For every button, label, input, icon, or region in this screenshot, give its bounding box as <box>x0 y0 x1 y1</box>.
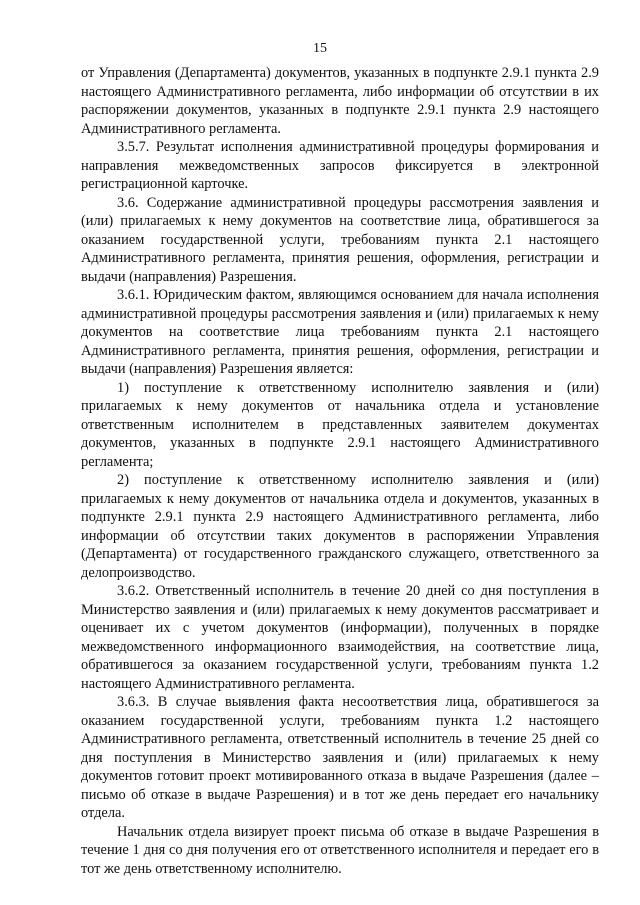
paragraph-head-of-department: Начальник отдела визирует проект письма об отказе в выдаче Разрешения в течение 1 дня со дня получения его от ответственного исполнителя и передает его в тот же день ответственному исполнителю. <box>81 823 599 877</box>
document-body <box>81 64 599 878</box>
page-number: 15 <box>313 41 327 56</box>
paragraph-3-6-3: 3.6.3. В случае выявления факта несоответствия лица, обратившегося за оказанием государственной услуги, требованиям пункта 1.2 настоящего Административного регламента, ответственный исполнитель в течение 25 дней со дня поступления в Министерство заявления и (или) прилагаемых к нему документов готовит проект мотивированного отказа в выдаче Разрешения (далее – письмо об отказе в выдаче Разрешения) и в тот же день передает его начальнику отдела. <box>81 694 599 821</box>
list-item-2: 2) поступление к ответственному исполнителю заявления и (или) прилагаемых к нему документов от начальника отдела и документов, указанных в подпункте 2.9.1 пункта 2.9 настоящего Административного регламента, либо информации об отсутствии таких документов в распоряжении Управления (Департамента) от государственного гражданского служащего, ответственного за делопроизводство. <box>81 472 599 581</box>
paragraph-3-6: 3.6. Содержание административной процедуры рассмотрения заявления и (или) прилагаемых к нему документов на соответствие лица, обратившегося за оказанием государственной услуги, требованиям пункта 2.1 настоящего Административного регламента, принятия решения, оформления, регистрации и выдачи (направления) Разрешения. <box>81 194 599 285</box>
paragraph-3-5-7: 3.5.7. Результат исполнения административной процедуры формирования и направления межведомственных запросов фиксируется в электронной регистрационной карточке. <box>81 139 599 192</box>
paragraph-3-6-1: 3.6.1. Юридическим фактом, являющимся основанием для начала исполнения административной процедуры рассмотрения заявления и (или) прилагаемых к нему документов на соответствие лица требованиям пункта 2.1 настоящего Административного регламента, принятия решения, оформления, регистрации и выдачи (направления) Разрешения является: <box>81 287 599 377</box>
paragraph-3-6-2: 3.6.2. Ответственный исполнитель в течение 20 дней со дня поступления в Министерство заявления и (или) прилагаемых к нему документов рассматривает и оценивает их с учетом документов (информации), полученных в порядке межведомственного информационного взаимодействия, на соответствие лица, обратившегося за оказанием государственной услуги, требованиям пункта 1.2 настоящего Административного регламента. <box>81 583 599 692</box>
paragraph-continuation: от Управления (Департамента) документов, указанных в подпункте 2.9.1 пункта 2.9 настоящего Административного регламента, либо информации об отсутствии в их распоряжении документов, указанных в подпункте 2.9.1 пункта 2.9 настоящего Административного регламента. <box>81 65 599 137</box>
list-item-1: 1) поступление к ответственному исполнителю заявления и (или) прилагаемых к нему документов от начальника отдела и установление ответственным исполнителем в представленных заявителем документах документов, указанных в подпункте 2.9.1 настоящего Административного регламента; <box>81 379 599 470</box>
